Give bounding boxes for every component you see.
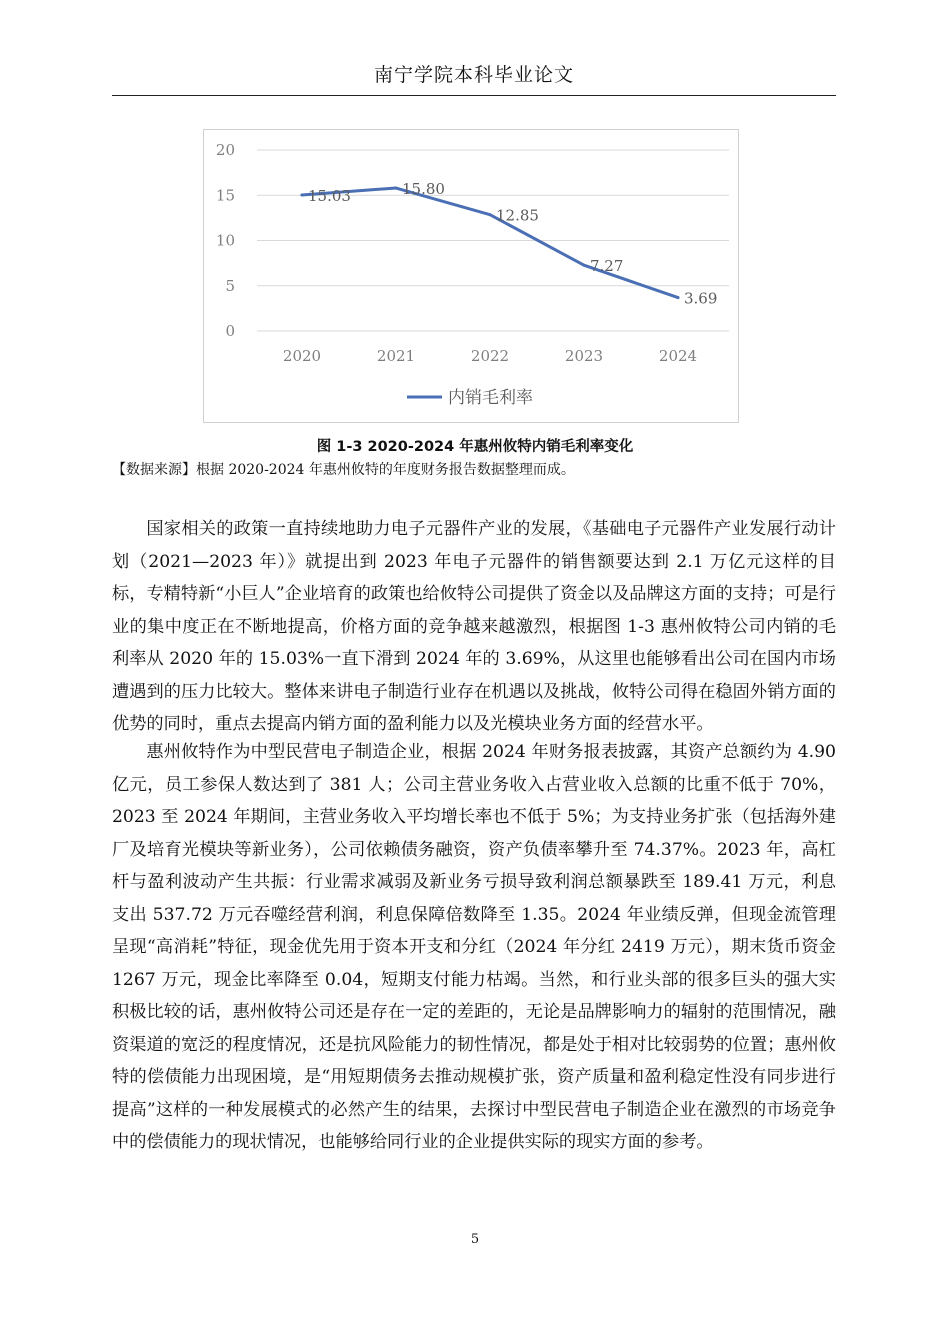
x-tick-label: 2022	[470, 347, 510, 365]
legend-label: 内销毛利率	[448, 388, 533, 408]
body-paragraph-1: 国家相关的政策一直持续地助力电子元器件产业的发展，《基础电子元器件产业发展行动计划（2021—2023 年）》就提出到 2023 年电子元器件的销售额要达到 2.1 万亿元这样的目标，专精特新“小巨人”企业培育的政策也给攸特公司提供了资金以及品牌这方面的支持；可是行业的集中度正在不断地提高，价格方面的竞争越来越激烈，根据图 1-3 惠州攸特公司内销的毛利率从 2020 年的 15.03%一直下滑到 2024 年的 3.69%，从这里也能够看出公司在国内市场遭遇到的压力比较大。整体来讲电子制造行业存在机遇以及挑战，攸特公司得在稳固外销方面的优势的同时，重点去提高内销方面的盈利能力以及光模块业务方面的经营水平。	[112, 519, 836, 734]
x-tick-label: 2020	[282, 347, 322, 365]
y-tick-label: 0	[225, 322, 235, 340]
data-point	[301, 193, 304, 196]
figure-caption: 图 1-3 2020-2024 年惠州攸特内销毛利率变化	[316, 439, 634, 455]
page-number: 5	[470, 1232, 480, 1247]
data-source-note: 【数据来源】根据 2020-2024 年惠州攸特的年度财务报告数据整理而成。	[112, 462, 575, 478]
x-tick-label: 2023	[564, 347, 604, 365]
page-header: 南宁学院本科毕业论文	[112, 60, 836, 96]
data-label: 12.85	[496, 206, 539, 225]
data-point	[583, 264, 586, 267]
data-label: 7.27	[590, 257, 624, 276]
y-tick-label: 20	[215, 141, 235, 159]
data-point	[489, 213, 492, 216]
line-chart-svg	[204, 130, 740, 424]
y-tick-label: 5	[225, 276, 235, 295]
data-label: 15.80	[402, 180, 445, 199]
x-tick-label: 2024	[658, 347, 698, 365]
y-tick-label: 10	[215, 231, 235, 250]
x-tick-label: 2021	[376, 347, 416, 365]
data-point	[677, 296, 680, 299]
gross-margin-chart	[203, 129, 739, 423]
series-line	[302, 188, 678, 298]
data-point	[395, 187, 398, 190]
data-label: 3.69	[684, 289, 718, 308]
y-tick-label: 15	[215, 186, 235, 205]
data-label: 15.03	[308, 186, 351, 205]
body-paragraph-2: 惠州攸特作为中型民营电子制造企业，根据 2024 年财务报表披露，其资产总额约为 4.90 亿元，员工参保人数达到了 381 人；公司主营业务收入占营业收入总额的比重不低于 70%，2023 至 2024 年期间，主营业务收入平均增长率也不低于 5%；为支持业务扩张（包括海外建厂及培育光模块等新业务），公司依赖债务融资，资产负债率攀升至 74.37%。2023 年，高杠杆与盈利波动产生共振：行业需求减弱及新业务亏损导致利润总额暴跌至 189.41 万元，利息支出 537.72 万元吞噬经营利润，利息保障倍数降至 1.35。2024 年业绩反弹，但现金流管理呈现“高消耗”特征，现金优先用于资本开支和分红（2024 年分红 2419 万元），期末货币资金 1267 万元，现金比率降至 0.04，短期支付能力枯竭。当然，和行业头部的很多巨头的强大实积极比较的话，惠州攸特公司还是存在一定的差距的，无论是品牌影响力的辐射的范围情况，融资渠道的宽泛的程度情况，还是抗风险能力的韧性情况，都是处于相对比较弱势的位置；惠州攸特的偿债能力出现困境，是“用短期债务去推动规模扩张，资产质量和盈利稳定性没有同步进行提高”这样的一种发展模式的必然产生的结果，去探讨中型民营电子制造企业在激烈的市场竞争中的偿债能力的现状情况，也能够给同行业的企业提供实际的现实方面的参考。	[112, 742, 836, 1152]
